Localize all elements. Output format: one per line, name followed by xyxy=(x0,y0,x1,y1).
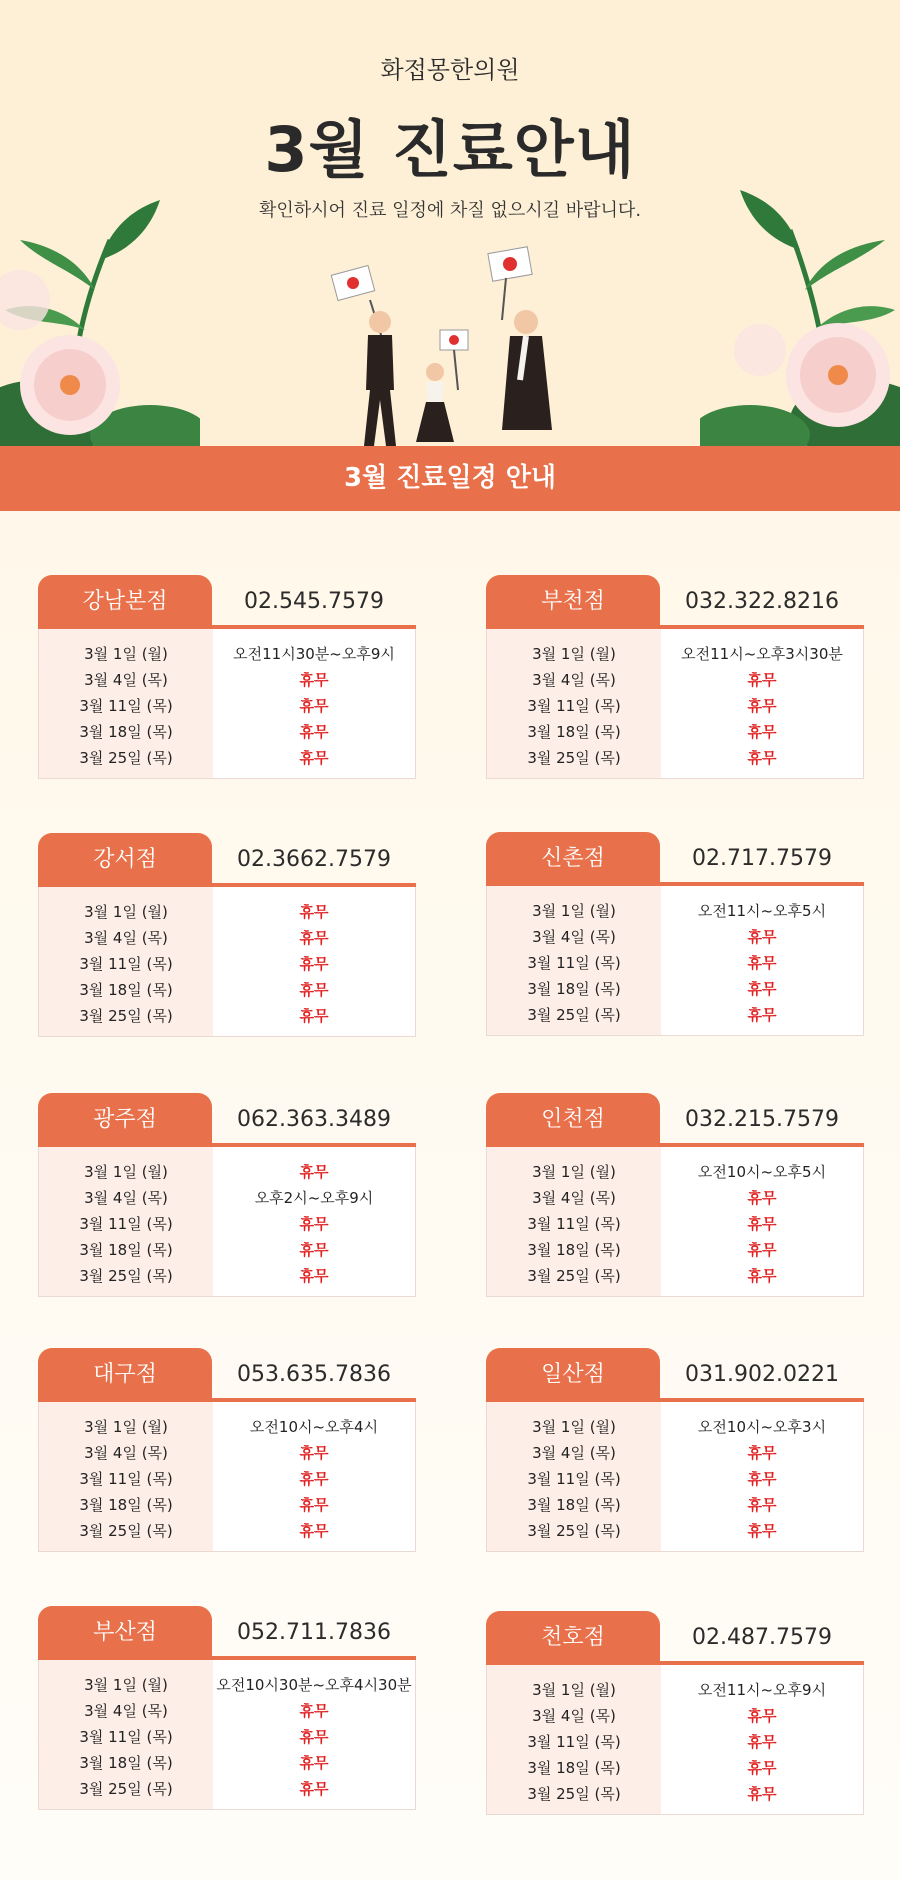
schedule-hours: 휴무 xyxy=(747,1785,777,1803)
branch-card-header xyxy=(38,1606,416,1660)
schedule-date: 3월 25일 (목) xyxy=(79,749,173,767)
left-flower-illustration xyxy=(0,150,200,446)
schedule-hours: 휴무 xyxy=(299,1522,329,1540)
schedule-hours: 휴무 xyxy=(747,980,777,998)
branch-card xyxy=(486,832,864,1036)
branch-name: 일산점 xyxy=(486,1348,660,1402)
schedule-hours: 오전11시30분~오후9시 xyxy=(233,645,395,663)
branch-phone[interactable]: 062.363.3489 xyxy=(212,1093,416,1147)
schedule-hours: 휴무 xyxy=(299,723,329,741)
branch-schedule-table xyxy=(486,1665,864,1815)
branch-card-header xyxy=(38,1093,416,1147)
schedule-date: 3월 18일 (목) xyxy=(527,723,621,741)
hours-column xyxy=(213,887,415,1036)
date-column xyxy=(487,1147,661,1296)
schedule-hours: 휴무 xyxy=(747,723,777,741)
schedule-date: 3월 25일 (목) xyxy=(527,1785,621,1803)
schedule-hours: 휴무 xyxy=(299,1444,329,1462)
date-column xyxy=(39,1402,213,1551)
schedule-date: 3월 11일 (목) xyxy=(79,1215,173,1233)
branch-name: 부천점 xyxy=(486,575,660,629)
schedule-hours: 오전11시~오후3시30분 xyxy=(681,645,843,663)
schedule-hours: 휴무 xyxy=(747,1496,777,1514)
schedule-hours: 휴무 xyxy=(299,1780,329,1798)
schedule-date: 3월 18일 (목) xyxy=(79,981,173,999)
branch-card-header xyxy=(486,575,864,629)
schedule-date: 3월 1일 (월) xyxy=(84,1676,168,1694)
people-with-flags-illustration xyxy=(330,230,570,446)
clinic-name: 화접몽한의원 xyxy=(380,56,520,84)
branch-name: 강서점 xyxy=(38,833,212,887)
schedule-date: 3월 4일 (목) xyxy=(532,928,616,946)
branch-card-header xyxy=(486,1611,864,1665)
branch-schedule-table xyxy=(38,887,416,1037)
schedule-date: 3월 11일 (목) xyxy=(79,1728,173,1746)
schedule-hours: 휴무 xyxy=(299,1728,329,1746)
schedule-date: 3월 11일 (목) xyxy=(527,1733,621,1751)
branch-phone[interactable]: 02.3662.7579 xyxy=(212,833,416,887)
branch-name: 광주점 xyxy=(38,1093,212,1147)
schedule-date: 3월 4일 (목) xyxy=(532,671,616,689)
schedule-hours: 휴무 xyxy=(747,1006,777,1024)
date-column xyxy=(39,1660,213,1809)
schedule-date: 3월 18일 (목) xyxy=(527,1496,621,1514)
schedule-banner: 3월 진료일정 안내 xyxy=(0,446,900,511)
schedule-date: 3월 25일 (목) xyxy=(79,1780,173,1798)
hours-column xyxy=(213,629,415,778)
branch-phone[interactable]: 032.215.7579 xyxy=(660,1093,864,1147)
branch-name: 부산점 xyxy=(38,1606,212,1660)
schedule-hours: 휴무 xyxy=(299,697,329,715)
branch-phone[interactable]: 031.902.0221 xyxy=(660,1348,864,1402)
schedule-hours: 휴무 xyxy=(299,1702,329,1720)
schedule-date: 3월 11일 (목) xyxy=(527,1470,621,1488)
schedule-hours: 휴무 xyxy=(299,1267,329,1285)
schedule-hours: 휴무 xyxy=(299,903,329,921)
branch-schedule-table xyxy=(38,1660,416,1810)
date-column xyxy=(487,629,661,778)
schedule-hours: 휴무 xyxy=(747,1189,777,1207)
branch-schedule-table xyxy=(486,629,864,779)
schedule-hours: 휴무 xyxy=(299,749,329,767)
schedule-hours: 오전11시~오후9시 xyxy=(697,1681,827,1699)
schedule-hours: 오전10시30분~오후4시30분 xyxy=(216,1676,412,1694)
schedule-hours: 휴무 xyxy=(299,1163,329,1181)
branch-card-header xyxy=(486,832,864,886)
right-flower-illustration xyxy=(700,150,900,446)
branch-phone[interactable]: 032.322.8216 xyxy=(660,575,864,629)
schedule-date: 3월 1일 (월) xyxy=(532,645,616,663)
schedule-hours: 오전10시~오후3시 xyxy=(697,1418,827,1436)
branch-phone[interactable]: 053.635.7836 xyxy=(212,1348,416,1402)
schedule-date: 3월 25일 (목) xyxy=(527,1522,621,1540)
schedule-hours: 휴무 xyxy=(299,1470,329,1488)
schedule-hours: 휴무 xyxy=(747,1241,777,1259)
schedule-date: 3월 25일 (목) xyxy=(79,1007,173,1025)
schedule-date: 3월 4일 (목) xyxy=(84,671,168,689)
branch-name: 대구점 xyxy=(38,1348,212,1402)
hours-column xyxy=(213,1402,415,1551)
branch-schedule-table xyxy=(38,1147,416,1297)
branch-name: 천호점 xyxy=(486,1611,660,1665)
hours-column xyxy=(661,1665,863,1814)
branch-name: 강남본점 xyxy=(38,575,212,629)
branch-card-header xyxy=(486,1093,864,1147)
schedule-hours: 오후2시~오후9시 xyxy=(254,1189,374,1207)
schedule-hours: 휴무 xyxy=(299,929,329,947)
date-column xyxy=(39,887,213,1036)
schedule-date: 3월 1일 (월) xyxy=(532,902,616,920)
branch-card xyxy=(38,575,416,779)
schedule-hours: 휴무 xyxy=(747,1522,777,1540)
schedule-date: 3월 4일 (목) xyxy=(532,1189,616,1207)
schedule-hours: 휴무 xyxy=(299,1215,329,1233)
date-column xyxy=(39,629,213,778)
date-column xyxy=(487,886,661,1035)
schedule-hours: 휴무 xyxy=(747,671,777,689)
schedule-date: 3월 1일 (월) xyxy=(532,1418,616,1436)
branch-card xyxy=(38,1606,416,1810)
branch-name: 인천점 xyxy=(486,1093,660,1147)
hours-column xyxy=(661,886,863,1035)
hours-column xyxy=(213,1147,415,1296)
schedule-hours: 오전10시~오후5시 xyxy=(697,1163,827,1181)
branch-card-header xyxy=(38,1348,416,1402)
schedule-hours: 휴무 xyxy=(747,1444,777,1462)
page-subtitle: 확인하시어 진료 일정에 차질 없으시길 바랍니다. xyxy=(258,200,642,221)
schedule-hours: 휴무 xyxy=(299,671,329,689)
branch-card xyxy=(486,1611,864,1815)
schedule-date: 3월 4일 (목) xyxy=(532,1444,616,1462)
branch-card-header xyxy=(486,1348,864,1402)
schedule-hours: 오전11시~오후5시 xyxy=(697,902,827,920)
branch-schedule-table xyxy=(486,1402,864,1552)
schedule-date: 3월 18일 (목) xyxy=(527,980,621,998)
schedule-hours: 휴무 xyxy=(747,1759,777,1777)
branch-schedule-table xyxy=(486,1147,864,1297)
schedule-hours: 휴무 xyxy=(747,1267,777,1285)
schedule-date: 3월 4일 (목) xyxy=(84,1444,168,1462)
schedule-date: 3월 11일 (목) xyxy=(527,697,621,715)
branch-card xyxy=(38,1093,416,1297)
schedule-date: 3월 1일 (월) xyxy=(532,1163,616,1181)
branch-phone[interactable]: 02.545.7579 xyxy=(212,575,416,629)
schedule-hours: 휴무 xyxy=(747,1215,777,1233)
branch-card-header xyxy=(38,575,416,629)
schedule-hours: 휴무 xyxy=(747,1470,777,1488)
branch-card xyxy=(38,833,416,1037)
branch-name: 신촌점 xyxy=(486,832,660,886)
schedule-hours: 휴무 xyxy=(299,981,329,999)
schedule-date: 3월 18일 (목) xyxy=(79,1241,173,1259)
branch-schedule-table xyxy=(486,886,864,1036)
schedule-date: 3월 11일 (목) xyxy=(79,697,173,715)
schedule-hours: 휴무 xyxy=(747,749,777,767)
hours-column xyxy=(213,1660,415,1809)
schedule-date: 3월 1일 (월) xyxy=(532,1681,616,1699)
hero-section xyxy=(0,0,900,446)
date-column xyxy=(487,1665,661,1814)
schedule-date: 3월 25일 (목) xyxy=(527,1006,621,1024)
branch-schedule-table xyxy=(38,1402,416,1552)
date-column xyxy=(487,1402,661,1551)
branch-phone[interactable]: 052.711.7836 xyxy=(212,1606,416,1660)
schedule-hours: 오전10시~오후4시 xyxy=(249,1418,379,1436)
schedule-date: 3월 11일 (목) xyxy=(527,954,621,972)
hours-column xyxy=(661,1402,863,1551)
schedule-hours: 휴무 xyxy=(299,1007,329,1025)
schedule-date: 3월 18일 (목) xyxy=(79,723,173,741)
schedule-date: 3월 18일 (목) xyxy=(79,1754,173,1772)
branch-card xyxy=(486,575,864,779)
schedule-hours: 휴무 xyxy=(299,955,329,973)
hours-column xyxy=(661,629,863,778)
schedule-hours: 휴무 xyxy=(747,1733,777,1751)
schedule-hours: 휴무 xyxy=(747,928,777,946)
schedule-date: 3월 11일 (목) xyxy=(79,955,173,973)
schedule-date: 3월 11일 (목) xyxy=(527,1215,621,1233)
date-column xyxy=(39,1147,213,1296)
schedule-hours: 휴무 xyxy=(299,1241,329,1259)
branch-card xyxy=(486,1093,864,1297)
schedule-hours: 휴무 xyxy=(747,697,777,715)
branch-phone[interactable]: 02.717.7579 xyxy=(660,832,864,886)
schedule-date: 3월 1일 (월) xyxy=(84,1163,168,1181)
branch-card-header xyxy=(38,833,416,887)
schedule-hours: 휴무 xyxy=(299,1754,329,1772)
branch-card xyxy=(38,1348,416,1552)
hours-column xyxy=(661,1147,863,1296)
schedule-date: 3월 25일 (목) xyxy=(79,1522,173,1540)
schedule-date: 3월 4일 (목) xyxy=(532,1707,616,1725)
schedule-hours: 휴무 xyxy=(747,1707,777,1725)
page-title: 3월 진료안내 xyxy=(264,113,636,186)
schedule-date: 3월 4일 (목) xyxy=(84,1702,168,1720)
schedule-date: 3월 18일 (목) xyxy=(527,1759,621,1777)
branch-schedule-table xyxy=(38,629,416,779)
schedule-date: 3월 11일 (목) xyxy=(79,1470,173,1488)
schedule-date: 3월 25일 (목) xyxy=(79,1267,173,1285)
schedule-date: 3월 4일 (목) xyxy=(84,1189,168,1207)
branch-phone[interactable]: 02.487.7579 xyxy=(660,1611,864,1665)
schedule-date: 3월 1일 (월) xyxy=(84,645,168,663)
schedule-date: 3월 1일 (월) xyxy=(84,903,168,921)
schedule-date: 3월 25일 (목) xyxy=(527,749,621,767)
schedule-date: 3월 18일 (목) xyxy=(527,1241,621,1259)
schedule-hours: 휴무 xyxy=(299,1496,329,1514)
branch-card xyxy=(486,1348,864,1552)
schedule-date: 3월 18일 (목) xyxy=(79,1496,173,1514)
schedule-hours: 휴무 xyxy=(747,954,777,972)
schedule-date: 3월 1일 (월) xyxy=(84,1418,168,1436)
schedule-date: 3월 4일 (목) xyxy=(84,929,168,947)
schedule-date: 3월 25일 (목) xyxy=(527,1267,621,1285)
